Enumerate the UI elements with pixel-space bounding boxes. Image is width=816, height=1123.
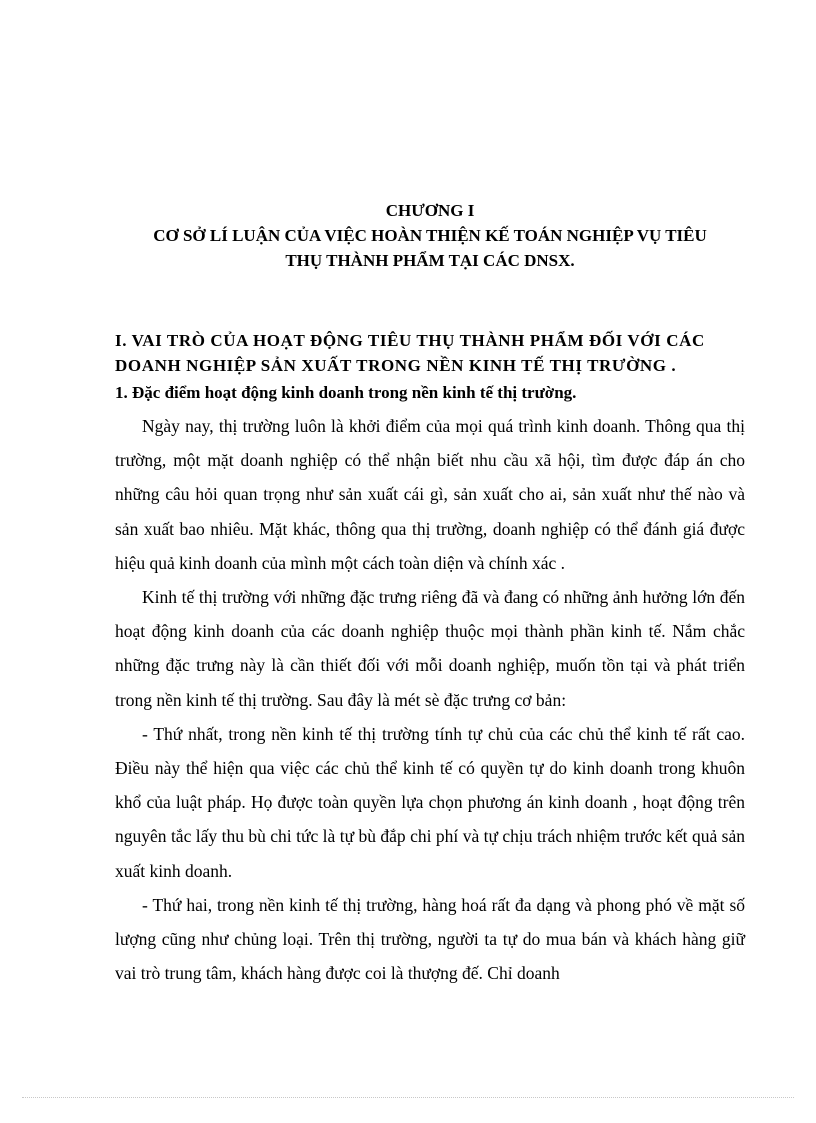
chapter-heading — [100, 198, 760, 273]
subsection-heading: 1. Đặc điểm hoạt động kinh doanh trong nền kinh tế thị trường. — [115, 383, 577, 402]
chapter-number: CHƯƠNG I — [385, 201, 475, 220]
paragraph: Kinh tế thị trường với những đặc trưng riêng đã và đang có những ảnh hưởng lớn đến hoạt động kinh doanh của các doanh nghiệp thuộc mọi thành phần kinh tế. Nắm chắc những đặc trưng này là cần thiết đối với mỗi doanh nghiệp, muốn tồn tại và phát triển trong nền kinh tế thị trường. Sau đây là mét sè đặc trưng cơ bản: — [115, 587, 745, 710]
paragraph: - Thứ nhất, trong nền kinh tế thị trường tính tự chủ của các chủ thể kinh tế rất cao. Điều này thể hiện qua việc các chủ thể kinh tế có quyền tự do kinh doanh trong khuôn khổ của luật pháp. Họ được toàn quyền lựa chọn phương án kinh doanh , hoạt động trên nguyên tắc lấy thu bù chi tức là tự bù đắp chi phí và tự chịu trách nhiệm trước kết quả sản xuất kinh doanh. — [115, 723, 745, 881]
section-heading-line-2: DOANH NGHIỆP SẢN XUẤT TRONG NỀN KINH TẾ THỊ TRƯỜNG . — [115, 356, 677, 375]
body-text — [115, 409, 745, 990]
page-bottom-divider — [22, 1097, 794, 1098]
chapter-title-line-2: THỤ THÀNH PHẨM TẠI CÁC DNSX. — [285, 251, 575, 270]
paragraph: - Thứ hai, trong nền kinh tế thị trường, hàng hoá rất đa dạng và phong phó về mặt số lượng cũng như chủng loại. Trên thị trường, người ta tự do mua bán và khách hàng giữ vai trò trung tâm, khách hàng được coi là thượng đế. Chỉ doanh — [115, 894, 745, 984]
chapter-title-line-1: CƠ SỞ LÍ LUẬN CỦA VIỆC HOÀN THIỆN KẾ TOÁN NGHIỆP VỤ TIÊU — [153, 226, 707, 245]
section-heading-line-1: I. VAI TRÒ CỦA HOẠT ĐỘNG TIÊU THỤ THÀNH PHẨM ĐỐI VỚI CÁC — [115, 331, 705, 350]
section-heading — [115, 328, 755, 378]
paragraph: Ngày nay, thị trường luôn là khởi điểm của mọi quá trình kinh doanh. Thông qua thị trường, một mặt doanh nghiệp có thể nhận biết nhu cầu xã hội, tìm được đáp án cho những câu hỏi quan trọng như sản xuất cái gì, sản xuất cho ai, sản xuất như thế nào và sản xuất bao nhiêu. Mặt khác, thông qua thị trường, doanh nghiệp có thể đánh giá được hiệu quả kinh doanh của mình một cách toàn diện và chính xác . — [115, 416, 745, 573]
